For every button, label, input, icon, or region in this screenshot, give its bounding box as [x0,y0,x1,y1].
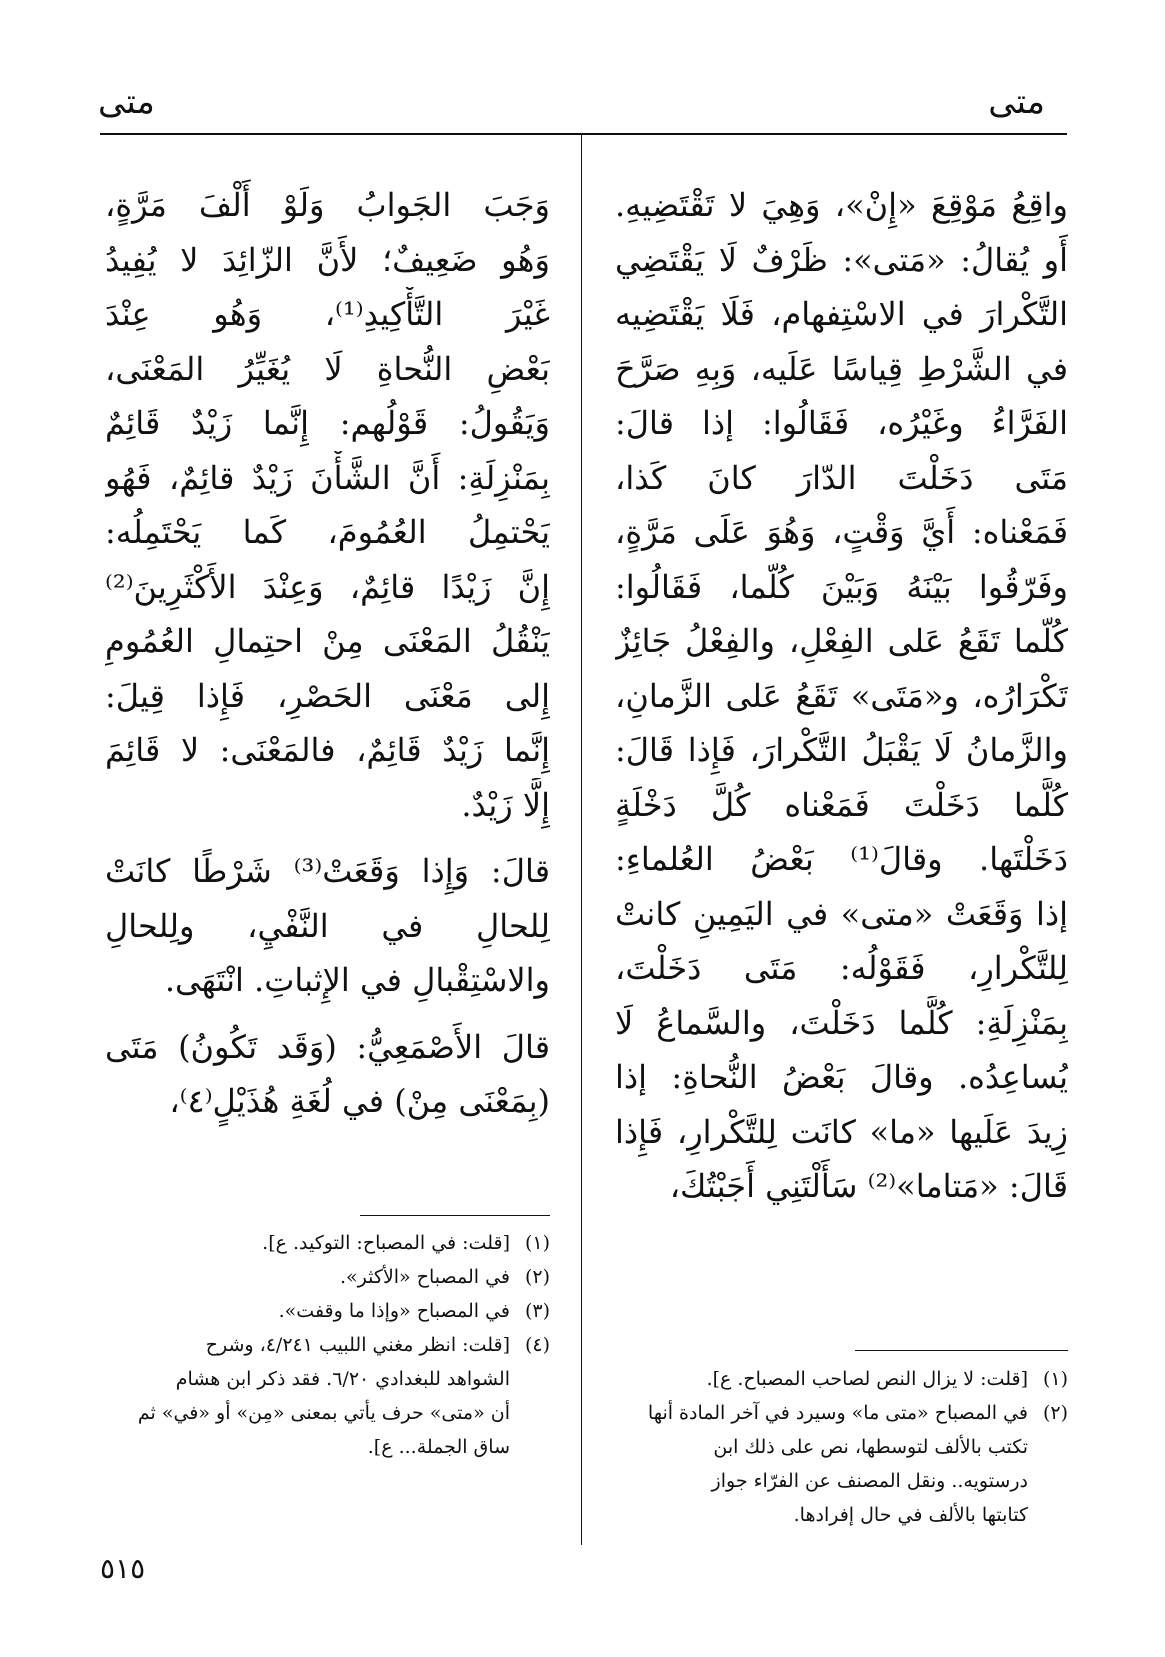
text-line: وَيَقُولُ: قَوْلُهم: إِنَّما زَيْدٌ قَائِمٌ [105,404,550,442]
footnotes-left [105,1226,550,1464]
text-line: غَيْرَ التَّأْكِيدِ⁽¹⁾، وَهُو عِنْدَ [105,295,550,333]
text-line: وَهُو ضَعِيفٌ؛ لأَنَّ الزّائِدَ لا يُفِيدُ [105,240,550,279]
text-line: مَتَى دَخَلْتَ الدّارَ كانَ كَذا، [615,458,1068,497]
footnote-number: (٣) [524,1300,550,1322]
text-line: الفَرَّاءُ وغَيْرُه، فَقَالُوا: إذا قالَ: [615,404,1068,442]
footnote-continuation: كتابتها بالألف في حال إفرادها. [793,1504,1028,1526]
text-line: لِلتَّكْرارِ، فَقَوْلُه: مَتَى دَخَلْتَ، [615,949,1068,987]
text-line: قَالَ: «مَتاما»⁽²⁾ سَأَلْتَنِي أَجَبْتُكَ، [669,1167,1068,1205]
left-column-text [105,178,550,1129]
text-line: واقِعُ مَوْقِعَ «إِنْ»، وَهِيَ لا تَقْتَضِيهِ. [615,186,1068,224]
footnote-text: [قلت: في المصباح: التوكيد. ع]. [262,1232,510,1254]
text-line: زِيدَ عَلَيها «ما» كانَت لِلتَّكْرارِ، فَإِذا [615,1112,1068,1151]
footnote-number: (٢) [1042,1402,1068,1424]
running-header-left: متى [98,82,155,122]
page-number: ٥١٥ [100,1552,146,1585]
footnote-rule-left [360,1215,550,1216]
text-line: قالَ: وَإِذا وَقَعَتْ⁽³⁾ شَرْطًا كانَتْ [105,852,550,890]
text-line: قالَ الأَصْمَعِيُّ: (وَقَد تَكُونُ) مَتَى [105,1027,550,1066]
footnote-rule-right [855,1350,1068,1351]
footnote [105,1260,550,1294]
text-line: والاسْتِقْبالِ في الإِثباتِ. انْتَهَى. [164,961,550,999]
footnote-text: في المصباح «متى ما» وسيرد في آخر المادة أنها [647,1402,1028,1424]
text-line: يَنْقُلُ المَعْنَى مِنْ احتِمالِ العُمُومِ [105,622,550,660]
footnotes-right [615,1362,1068,1532]
text-line: كُلّما تَقَعُ عَلى الفِعْلِ، والفِعْلُ جَائِزٌ [615,622,1068,660]
text-line: إِلى مَعْنَى الحَصْرِ، فَإِذا قِيلَ: [105,676,550,715]
text-line: دَخَلْتَها. وقالَ⁽¹⁾ بَعْضُ العُلماءِ: [615,840,1068,878]
text-line: بِمَنْزِلَةِ: أَنَّ الشَّأْنَ زَيْدٌ قائِمٌ، فَهُو [105,458,550,497]
footnote-number: (١) [524,1232,550,1254]
text-line: والزَّمانُ لَا يَقْبَلُ التَّكْرارَ، فَإِذا قَالَ: [615,731,1068,769]
right-column-text [615,178,1068,1214]
header-rule [100,133,1067,135]
footnote-continuation: الشواهد للبغدادي ٦/٢٠. فقد ذكر ابن هشام [175,1368,510,1390]
text-line: لِلحالِ في النَّفْيِ، ولِلحالِ [105,906,550,945]
running-header-right: متى [988,82,1045,122]
text-line: وَجَبَ الجَوابُ وَلَوْ أَلْفَ مَرَّةٍ، [105,186,550,224]
footnote-number: (٤) [524,1334,550,1356]
footnote-text: في المصباح «وإذا ما وقفت». [278,1300,510,1322]
text-line: التَّكْرارَ في الاسْتِفهام، فَلَا يَقْتَضِيه [615,295,1068,333]
text-line: فَمَعْناه: أَيَّ وَقْتٍ، وَهُوَ عَلَى مَرَّةٍ، [615,513,1068,551]
text-line: إذا وَقَعَتْ «متى» في اليَمِينِ كانتْ [615,894,1068,933]
footnote-continuation: ساق الجملة... ع]. [367,1436,510,1458]
footnote-text: [قلت: لا يزال النص لصاحب المصباح. ع]. [706,1368,1028,1390]
footnote-continuation: أن «متى» حرف يأتي بمعنى «مِن» أو «في» ثم [137,1402,510,1424]
text-line: (بِمَعْنَى مِنْ) في لُغَةِ هُذَيْلٍ⁽٤⁾، [169,1082,550,1120]
footnote-continuation: تكتب بالألف لتوسطها، نص على ذلك ابن [713,1436,1028,1458]
text-line: كُلَّما دَخَلْتَ فَمَعْناه كُلَّ دَخْلَةٍ [615,785,1068,824]
text-line: إِنَّ زَيْدًا قائِمٌ، وَعِنْدَ الأَكْثَرِينَ⁽²⁾ [105,567,550,606]
text-line: بِمَنْزِلَةِ: كُلَّما دَخَلْتَ، والسَّماعُ لَا [615,1003,1068,1042]
footnote [105,1294,550,1328]
text-line: أَو يُقالُ: «مَتى»: ظَرْفٌ لَا يَقْتَضِي [615,240,1068,279]
footnote-number: (٢) [524,1266,550,1288]
text-line: يَحْتمِلُ العُمُومَ، كَما يَحْتَمِلُه: [105,513,550,551]
footnote [105,1328,550,1362]
text-line: إِنَّما زَيْدٌ قَائِمٌ، فالمَعْنَى: لا قَائِمَ [105,731,550,769]
text-line: في الشَّرْطِ قِياسًا عَلَيه، وَبِهِ صَرَّحَ [615,349,1068,388]
footnote-text: في المصباح «الأكثر». [340,1266,510,1288]
footnote [615,1396,1068,1430]
footnote-number: (١) [1042,1368,1068,1390]
column-separator [581,135,582,1545]
text-line: تَكْرَارُه، و«مَتَى» تَقَعُ عَلى الزَّمانِ، [615,676,1068,715]
text-line: بَعْضِ النُّحاةِ لَا يُغَيِّرُ المَعْنَى، [105,349,550,388]
footnote-text: [قلت: انظر مغني اللبيب ٤/٢٤١، وشرح [205,1334,510,1356]
footnote [615,1362,1068,1396]
text-line: وفَرّقُوا بَيْنَهُ وَبَيْنَ كُلّما، فَقَالُوا: [615,567,1068,606]
text-line: يُساعِدُه. وقالَ بَعْضُ النُّحاةِ: إذا [615,1058,1068,1096]
footnote [105,1226,550,1260]
text-line: إِلَّا زَيْدٌ. [461,785,550,824]
footnote-continuation: درستويه.. ونقل المصنف عن الفرّاء جواز [711,1470,1028,1492]
